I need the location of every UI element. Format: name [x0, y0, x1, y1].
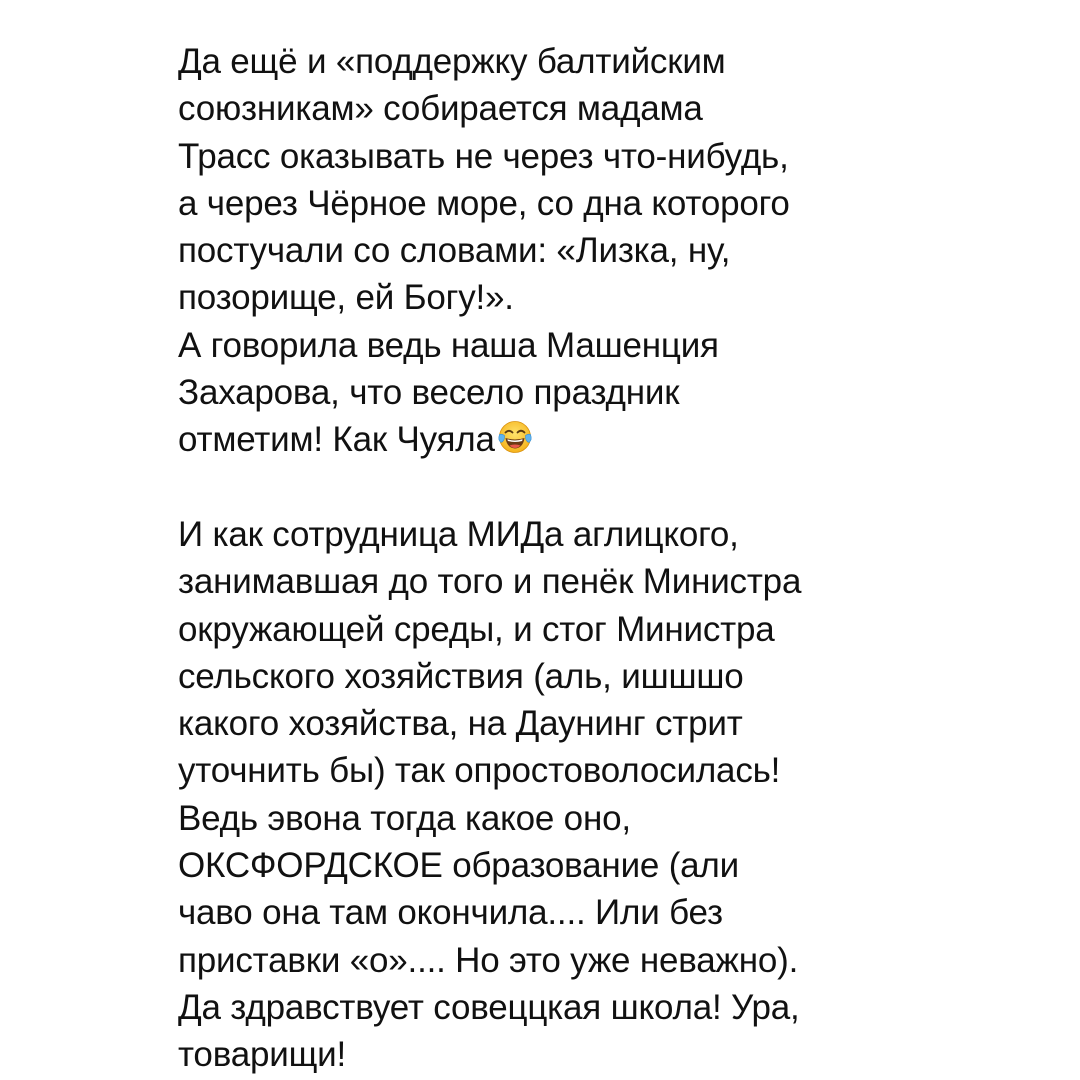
- text-line: Ведь эвона тогда какое оно,: [178, 798, 631, 838]
- text-line: ОКСФОРДСКОЕ образование (али: [178, 846, 739, 886]
- text-line: товарищи!: [178, 1035, 347, 1075]
- text-fragment: отметим! Как Чуяла: [178, 420, 495, 460]
- text-line: Захарова, что весело праздник: [178, 373, 680, 413]
- text-line: Трасс оказывать не через что-нибудь,: [178, 136, 789, 176]
- text-line: позорище, ей Богу!».: [178, 278, 514, 318]
- text-line: сельского хозяйствия (аль, ишшшо: [178, 656, 744, 696]
- text-line: чаво она там окончила.... Или без: [178, 893, 723, 933]
- text-line: Да ещё и «поддержку балтийским: [178, 42, 726, 81]
- text-line: постучали со словами: «Лизка, ну,: [178, 231, 731, 271]
- text-line: союзникам» собирается мадама: [178, 89, 703, 129]
- text-line-with-emoji: [178, 416, 1058, 463]
- text-line: занимавшая до того и пенёк Министра: [178, 562, 802, 602]
- text-line: Да здравствует совеццкая школа! Ура,: [178, 987, 800, 1027]
- paragraph-gap: [178, 464, 1058, 511]
- face-with-tears-of-joy-icon: [497, 419, 533, 467]
- text-line: уточнить бы) так опростоволосилась!: [178, 751, 781, 791]
- text-line: И как сотрудница МИДа аглицкого,: [178, 514, 739, 554]
- text-line: А говорила ведь наша Машенция: [178, 325, 719, 365]
- text-line: приставки «о».... Но это уже неважно).: [178, 940, 799, 980]
- note-text: [178, 38, 1058, 1079]
- text-line: окружающей среды, и стог Министра: [178, 609, 775, 649]
- text-line: какого хозяйства, на Даунинг стрит: [178, 704, 743, 744]
- text-line: а через Чёрное море, со дна которого: [178, 183, 790, 223]
